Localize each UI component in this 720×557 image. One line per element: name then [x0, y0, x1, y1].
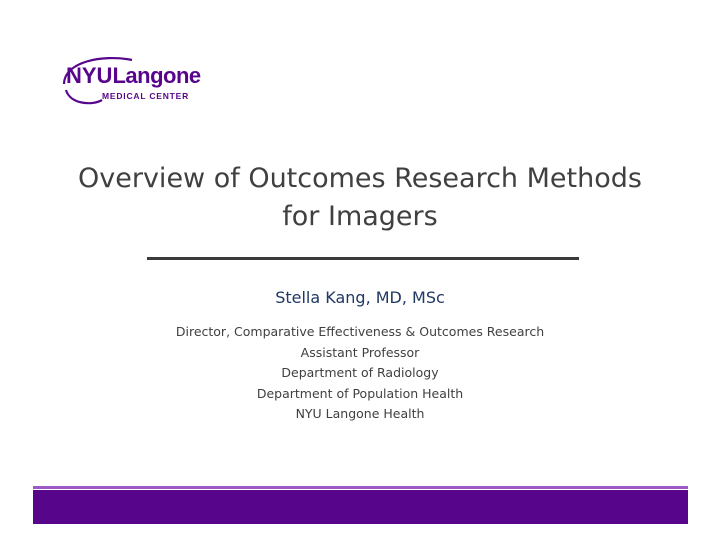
author-name: Stella Kang, MD, MSc	[275, 288, 445, 307]
author-affiliations	[40, 322, 680, 425]
affiliation-line: Department of Population Health	[256, 385, 464, 401]
slide-title	[40, 160, 680, 236]
affiliation-line: NYU Langone Health	[295, 406, 425, 421]
title-line-1: Overview of Outcomes Research Methods	[78, 163, 642, 194]
title-line-2: for Imagers	[282, 201, 438, 232]
logo-subtitle: MEDICAL CENTER	[102, 91, 190, 101]
nyu-langone-logo	[62, 56, 201, 108]
logo-name-rest: Langone	[112, 63, 201, 88]
footer-bar	[33, 490, 688, 524]
logo-name-bold: NYU	[66, 63, 113, 88]
footer-accent-line	[33, 486, 688, 489]
affiliation-line: Department of Radiology	[281, 365, 439, 380]
affiliation-line: Assistant Professor	[300, 344, 420, 360]
logo-name	[66, 63, 201, 89]
title-divider	[147, 257, 579, 260]
affiliation-line: Director, Comparative Effectiveness & Outcomes Research	[175, 324, 545, 339]
